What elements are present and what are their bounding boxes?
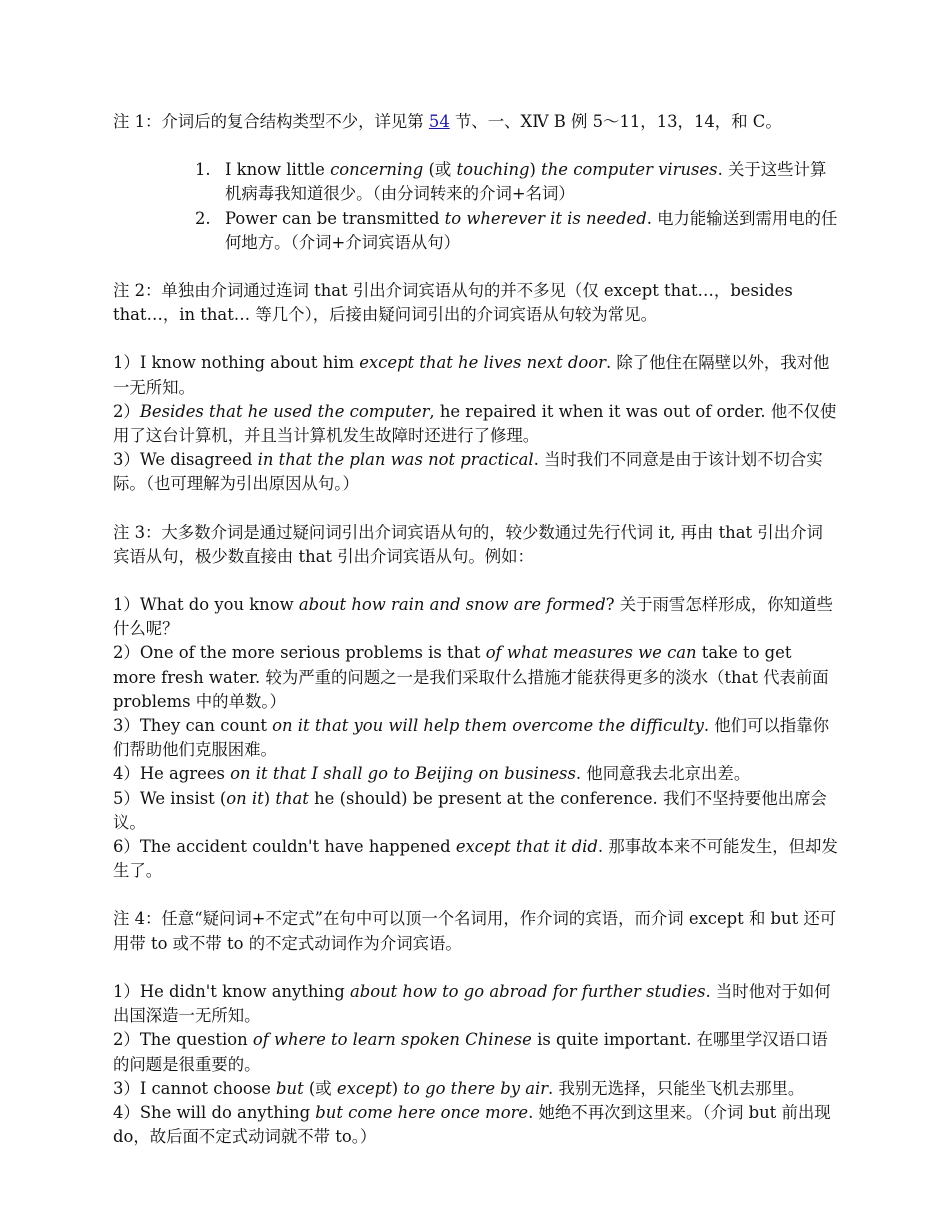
- text-segment: 2）The question: [113, 1030, 253, 1050]
- italic-segment: of what measures we can: [485, 643, 697, 663]
- italic-segment: on it: [226, 788, 264, 808]
- document-page: [113, 110, 838, 1149]
- list-item-text: [225, 209, 837, 252]
- list-number: 2.: [195, 208, 211, 228]
- italic-segment: in that the plan was not practical: [257, 450, 534, 470]
- example-line: [113, 835, 838, 883]
- italic-segment: on it that you will help them overcome the difficulty: [272, 716, 704, 736]
- italic-segment: but come here once more: [315, 1102, 529, 1122]
- text-segment: . 电力能输送到需用电的任何地方。（介词+介词宾语从句）: [225, 208, 838, 252]
- example-line: [113, 1077, 838, 1101]
- text-segment: 5）We insist (: [113, 788, 227, 808]
- example-line: [113, 980, 838, 1028]
- note3-heading: 注 3：大多数介词是通过疑问词引出介词宾语从句的，较少数通过先行代词 it, 再由 that 引出介词宾语从句，极少数直接由 that 引出介词宾语从句。例如：: [113, 522, 823, 566]
- example-line: [113, 787, 838, 835]
- italic-segment: except: [336, 1078, 392, 1098]
- italic-segment: the computer viruses: [541, 160, 718, 180]
- text-segment: . 我别无选择，只能坐飞机去那里。: [548, 1078, 805, 1098]
- italic-segment: to go there by air: [403, 1078, 549, 1098]
- text-segment: 1）I know nothing about him: [113, 353, 360, 373]
- text-segment: 3）They can count: [113, 716, 273, 736]
- italic-segment: of where to learn spoken Chinese: [252, 1030, 532, 1050]
- italic-segment: but: [276, 1078, 304, 1098]
- text-segment: . 他同意我去北京出差。: [575, 764, 751, 784]
- italic-segment: to wherever it is needed: [444, 208, 647, 228]
- text-segment: ): [529, 160, 542, 180]
- italic-segment: except that he lives next door: [359, 353, 606, 373]
- example-line: [113, 351, 838, 399]
- example-line: [113, 1028, 838, 1076]
- italic-segment: about how to go abroad for further studies: [349, 981, 706, 1001]
- text-segment: . 除了他住在隔壁以外，我对他一无所知。: [113, 353, 830, 397]
- text-segment: . 他们可以指靠你们帮助他们克服困难。: [113, 716, 829, 760]
- text-segment: 4）She will do anything: [113, 1102, 316, 1122]
- list-number: 1.: [195, 160, 211, 180]
- example-line: [113, 1101, 838, 1149]
- italic-segment: concerning: [330, 160, 424, 180]
- note1-list-item: [113, 207, 838, 255]
- text-segment: 3）We disagreed: [113, 450, 258, 470]
- section-54-link[interactable]: 54: [428, 112, 450, 131]
- text-segment: 1）What do you know: [113, 595, 299, 615]
- italic-segment: about how rain and snow are formed: [298, 595, 606, 615]
- text-segment: 4）He agrees: [113, 764, 231, 784]
- example-line: [113, 448, 838, 496]
- text-segment: 1）He didn't know anything: [113, 981, 350, 1001]
- italic-segment: on it that I shall go to Beijing on business: [230, 764, 576, 784]
- text-segment: . 那事故本来不可能发生，但却发生了。: [113, 837, 838, 881]
- example-line: [113, 641, 838, 714]
- note2-heading: 注 2：单独由介词通过连词 that 引出介词宾语从句的并不多见（仅 except that…，besides that…，in that… 等几个），后接由疑问词引出的介词宾语从句较为常见。: [113, 281, 793, 325]
- italic-segment: Besides that he used the computer: [139, 401, 430, 421]
- text-segment: 2）: [113, 401, 140, 421]
- text-segment: . 当时我们不同意是由于该计划不切合实际。（也可理解为引出原因从句。）: [113, 450, 823, 494]
- text-segment: he (should) be present at the conference. 我们不坚持要他出席会议。: [113, 788, 827, 832]
- example-line: [113, 762, 838, 786]
- text-segment: , he repaired it when it was out of order. 他不仅使用了这台计算机，并且当计算机发生故障时还进行了修理。: [113, 401, 837, 446]
- text-segment: . 关于这些计算机病毒我知道很少。（由分词转来的介词+名词）: [225, 160, 827, 204]
- text-segment: take to get more fresh water. 较为严重的问题之一是我们采取什么措施才能获得更多的淡水（that 代表前面 problems 中的单数。）: [113, 643, 829, 711]
- text-segment: 6）The accident couldn't have happened: [113, 837, 456, 857]
- text-segment: ): [391, 1078, 404, 1098]
- text-segment: ): [263, 788, 276, 808]
- text-segment: . 当时他对于如何出国深造一无所知。: [113, 981, 831, 1026]
- note1-list-item: [113, 158, 838, 206]
- text-segment: ? 关于雨雪怎样形成，你知道些什么呢？: [113, 595, 833, 639]
- text-segment: is quite important. 在哪里学汉语口语的问题是很重要的。: [113, 1030, 828, 1074]
- text-segment: (或: [423, 160, 457, 180]
- note1-heading: [113, 110, 838, 134]
- italic-segment: touching: [456, 160, 530, 180]
- note1-suffix: 节、一、ⅩⅣ B 例 5～11，13，14，和 C。: [449, 112, 782, 131]
- example-line: [113, 593, 838, 641]
- italic-segment: that: [275, 788, 309, 808]
- note1-prefix: 注 1：介词后的复合结构类型不少，详见第: [113, 112, 429, 131]
- example-line: [113, 714, 838, 762]
- italic-segment: except that it did: [455, 837, 598, 857]
- text-segment: . 她绝不再次到这里来。（介词 but 前出现 do，故后面不定式动词就不带 to。）: [113, 1102, 831, 1147]
- text-segment: (或: [303, 1078, 337, 1098]
- note1-list: [113, 158, 838, 255]
- note4-heading: 注 4：任意“疑问词+不定式”在句中可以顶一个名词用，作介词的宾语，而介词 except 和 but 还可用带 to 或不带 to 的不定式动词作为介词宾语。: [113, 909, 837, 953]
- text-segment: I know little: [225, 160, 331, 180]
- text-segment: 2）One of the more serious problems is that: [113, 643, 486, 663]
- text-segment: 3）I cannot choose: [113, 1078, 277, 1098]
- example-line: [113, 400, 838, 448]
- text-segment: Power can be transmitted: [225, 208, 445, 228]
- list-item-text: [225, 160, 826, 203]
